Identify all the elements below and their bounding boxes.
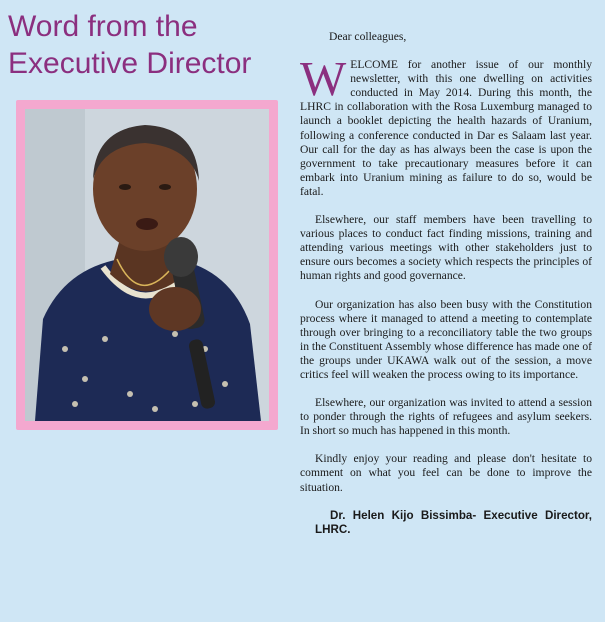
heading-line-2: Executive Director [8, 47, 252, 80]
director-portrait [25, 109, 269, 421]
paragraph-5: Kindly enjoy your reading and please don't hesitate to comment on what you feel can be done to improve the situation. [300, 452, 592, 494]
page-heading [8, 8, 298, 82]
paragraph-1 [300, 51, 592, 199]
letter-body [300, 30, 592, 551]
paragraph-1-text: ELCOME for another issue of our monthly newsletter, with this one dwelling on activities conducted in May 2014. During this month, the LHRC in collaboration with the Rosa Luxemburg managed to launch a booklet depicting the health hazards of Uranium, following a conference conducted in Dar es Salaam last year. Our call for the day as has always been the case is upon the government to take precautionary measures before it can embark into Uranium mining as failure to do so, would be fatal. [300, 58, 592, 198]
paragraph-3: Our organization has also been busy with the Constitution process where it managed to attend a meeting to contemplate through over bringing to a reconciliatory table the two groups in the Constituent Assembly whose difference has made one of the groups under UKAWA walk out of the session, a move critics feel will weaken the process owing to its importance. [300, 297, 592, 381]
heading-line-1: Word from the [8, 10, 198, 43]
paragraph-2: Elsewhere, our staff members have been travelling to various places to conduct fact finding missions, training and attending various meetings with other stakeholders just to ensure ours becomes a society which respects the principles of human rights and good governance. [300, 213, 592, 283]
photo-frame [16, 100, 278, 430]
signature: Dr. Helen Kijo Bissimba- Executive Director, LHRC. [315, 508, 592, 536]
paragraph-4: Elsewhere, our organization was invited to attend a session to ponder through the rights of refugees and asylum seekers. In short so much has happened in this month. [300, 396, 592, 438]
portrait-illustration-icon [25, 109, 269, 421]
salutation: Dear colleagues, [329, 30, 407, 43]
drop-cap: W [300, 51, 347, 107]
